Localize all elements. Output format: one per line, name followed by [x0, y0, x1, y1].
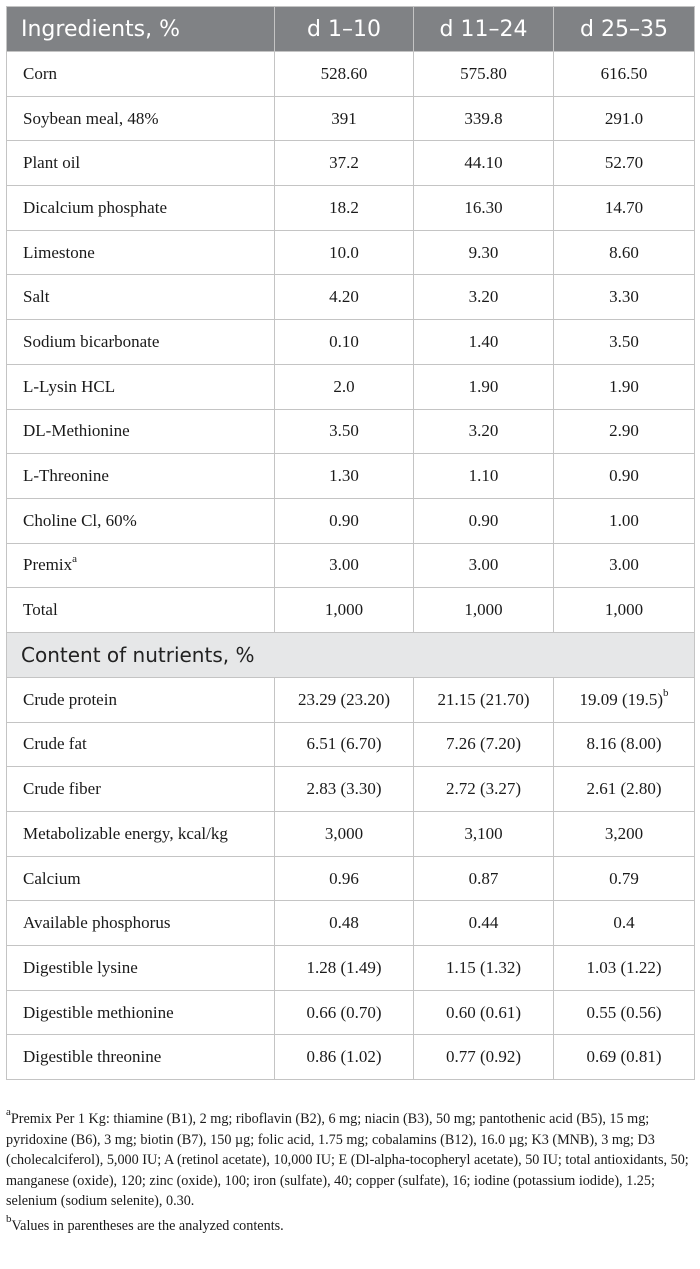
table-row: [7, 677, 695, 722]
cell-value: 37.2: [329, 153, 359, 173]
cell-value: 3,000: [324, 823, 364, 843]
row-label-cell: [7, 498, 275, 543]
value-cell: [554, 186, 695, 231]
value-cell: [275, 543, 414, 588]
table-body: [7, 52, 695, 1080]
value-cell: [414, 498, 554, 543]
row-label: Salt: [23, 287, 50, 307]
cell-value: 0.79: [609, 868, 639, 888]
value-cell: [275, 812, 414, 857]
cell-value: 528.60: [320, 63, 368, 83]
value-cell: [275, 409, 414, 454]
row-label: Dicalcium phosphate: [23, 197, 167, 217]
table-row: [7, 498, 695, 543]
cell-value: 0.90: [609, 466, 639, 486]
cell-value: 616.50: [600, 63, 648, 83]
cell-value: 1,000: [324, 600, 364, 620]
row-label: Corn: [23, 63, 57, 83]
cell-value: 0.96: [329, 868, 359, 888]
cell-value: 1.15 (1.32): [445, 957, 522, 977]
value-cell: [414, 990, 554, 1035]
value-cell: [275, 588, 414, 633]
cell-value: 339.8: [464, 108, 503, 128]
footnote-marker: b: [663, 687, 669, 700]
value-cell: [554, 812, 695, 857]
cell-value: 0.66 (0.70): [306, 1002, 382, 1022]
value-cell: [554, 677, 695, 722]
cell-value: 575.80: [460, 63, 507, 83]
table-row: [7, 722, 695, 767]
row-label: Calcium: [23, 868, 81, 888]
cell-value: 9.30: [468, 242, 499, 262]
cell-value: 0.86 (1.02): [306, 1047, 382, 1067]
cell-value: 10.0: [329, 242, 359, 262]
value-cell: [554, 52, 695, 97]
value-cell: [554, 588, 695, 633]
table-row: [7, 767, 695, 812]
value-cell: [554, 230, 695, 275]
row-label-cell: [7, 409, 275, 454]
row-label-cell: [7, 275, 275, 320]
cell-value: 1.40: [468, 331, 499, 351]
value-cell: [414, 96, 554, 141]
value-cell: [414, 856, 554, 901]
cell-value: 3,200: [604, 823, 644, 843]
value-cell: [414, 946, 554, 991]
cell-value: 3.30: [609, 287, 639, 307]
header-period-1: d 1–10: [275, 7, 414, 52]
cell-value: 52.70: [604, 153, 644, 173]
row-label: Choline Cl, 60%: [23, 510, 137, 530]
value-cell: [554, 409, 695, 454]
cell-value: 1,000: [464, 600, 503, 620]
cell-value: 2.0: [333, 376, 355, 396]
table-row: [7, 186, 695, 231]
cell-value: 0.4: [613, 913, 635, 933]
value-cell: [414, 141, 554, 186]
row-label-cell: [7, 230, 275, 275]
table-row: [7, 990, 695, 1035]
value-cell: [554, 96, 695, 141]
row-label-cell: [7, 543, 275, 588]
cell-value: 1.00: [609, 510, 639, 530]
value-cell: [414, 186, 554, 231]
table-row: [7, 454, 695, 499]
row-label-cell: [7, 677, 275, 722]
row-label: L-Lysin HCL: [23, 376, 116, 396]
cell-value: 291.0: [604, 108, 644, 128]
row-label: Premix: [23, 555, 73, 575]
value-cell: [275, 275, 414, 320]
row-label-cell: [7, 186, 275, 231]
cell-value: 1.10: [468, 466, 499, 486]
cell-value: 4.20: [329, 287, 359, 307]
cell-value: 3,100: [464, 823, 503, 843]
value-cell: [554, 320, 695, 365]
header-period-2: d 11–24: [414, 7, 554, 52]
value-cell: [414, 767, 554, 812]
value-cell: [554, 856, 695, 901]
cell-value: 2.83 (3.30): [306, 779, 382, 799]
cell-value: 0.69 (0.81): [586, 1047, 662, 1067]
row-label-cell: [7, 767, 275, 812]
cell-value: 8.16 (8.00): [586, 734, 662, 754]
table-row: [7, 96, 695, 141]
footnote-b: [6, 1212, 692, 1237]
row-label: DL-Methionine: [23, 421, 130, 441]
value-cell: [414, 722, 554, 767]
row-label: Sodium bicarbonate: [23, 331, 160, 351]
value-cell: [275, 901, 414, 946]
cell-value: 0.90: [468, 510, 499, 530]
row-label-cell: [7, 722, 275, 767]
value-cell: [275, 1035, 414, 1080]
value-cell: [275, 990, 414, 1035]
value-cell: [414, 409, 554, 454]
value-cell: [275, 767, 414, 812]
value-cell: [275, 498, 414, 543]
cell-value: 2.61 (2.80): [586, 779, 662, 799]
row-label: Metabolizable energy, kcal/kg: [23, 823, 228, 843]
value-cell: [554, 141, 695, 186]
value-cell: [414, 677, 554, 722]
value-cell: [554, 275, 695, 320]
value-cell: [414, 901, 554, 946]
row-label-cell: [7, 141, 275, 186]
value-cell: [554, 946, 695, 991]
cell-value: 6.51 (6.70): [306, 734, 382, 754]
value-cell: [554, 767, 695, 812]
value-cell: [554, 543, 695, 588]
diet-composition-table: [6, 6, 695, 1080]
row-label-cell: [7, 588, 275, 633]
cell-value: 1,000: [604, 600, 644, 620]
cell-value: 0.48: [329, 913, 359, 933]
value-cell: [275, 141, 414, 186]
table-row: [7, 812, 695, 857]
value-cell: [275, 454, 414, 499]
cell-value: 3.50: [329, 421, 359, 441]
footnotes: [6, 1105, 692, 1236]
value-cell: [275, 364, 414, 409]
table-row: [7, 141, 695, 186]
row-label: Digestible methionine: [23, 1002, 174, 1022]
cell-value: 0.55 (0.56): [586, 1002, 662, 1022]
row-label: L-Threonine: [23, 466, 109, 486]
value-cell: [554, 990, 695, 1035]
cell-value: 19.09 (19.5): [579, 689, 664, 709]
header-period-3: d 25–35: [554, 7, 695, 52]
footnote-a-text: Premix Per 1 Kg: thiamine (B1), 2 mg; riboflavin (B2), 6 mg; niacin (B3), 50 mg; pantothenic acid (B5), 15 mg; pyridoxine (B6), 3 mg; biotin (B7), 150 µg; folic acid, 1.75 mg; cobalamins (B12), 16.0 µg; K3 (MNB), 3 mg; D3 (cholecalciferol), 5,000 IU; A (retinol acetate), 10,000 IU; E (Dl-alpha-tocopheryl acetate), 50 IU; total antioxidants, 50; manganese (oxide), 120; zinc (oxide), 100; iron (sulfate), 40; copper (sulfate), 16; iodine (potassium iodide), 1.25; selenium (sodium selenite), 0.30.: [6, 1111, 689, 1209]
cell-value: 3.00: [329, 555, 359, 575]
row-label-cell: [7, 990, 275, 1035]
value-cell: [275, 96, 414, 141]
cell-value: 1.30: [329, 466, 359, 486]
cell-value: 0.60 (0.61): [445, 1002, 522, 1022]
diet-composition-table-container: [6, 6, 694, 1080]
value-cell: [275, 677, 414, 722]
footnote-a-mark: a: [6, 1106, 11, 1119]
cell-value: 1.03 (1.22): [586, 957, 662, 977]
row-label-cell: [7, 812, 275, 857]
header-row: [7, 7, 695, 52]
value-cell: [414, 364, 554, 409]
value-cell: [554, 498, 695, 543]
value-cell: [275, 856, 414, 901]
cell-value: 8.60: [609, 242, 639, 262]
value-cell: [275, 946, 414, 991]
row-label: Total: [23, 600, 58, 620]
row-label: Crude fiber: [23, 779, 101, 799]
value-cell: [275, 320, 414, 365]
row-label: Digestible lysine: [23, 957, 138, 977]
section-row-nutrients: [7, 632, 695, 677]
value-cell: [414, 812, 554, 857]
cell-value: 1.90: [468, 376, 499, 396]
value-cell: [414, 543, 554, 588]
value-cell: [414, 320, 554, 365]
value-cell: [414, 454, 554, 499]
value-cell: [275, 230, 414, 275]
table-row: [7, 364, 695, 409]
table-row: [7, 543, 695, 588]
cell-value: 44.10: [464, 153, 503, 173]
value-cell: [275, 722, 414, 767]
row-label-cell: [7, 946, 275, 991]
value-cell: [414, 588, 554, 633]
value-cell: [414, 230, 554, 275]
cell-value: 3.00: [468, 555, 499, 575]
table-row: [7, 588, 695, 633]
footnote-b-text: Values in parentheses are the analyzed contents.: [11, 1217, 284, 1234]
row-label-cell: [7, 454, 275, 499]
cell-value: 0.10: [329, 331, 359, 351]
table-row: [7, 856, 695, 901]
row-label: Soybean meal, 48%: [23, 108, 159, 128]
cell-value: 16.30: [464, 197, 503, 217]
row-label: Crude protein: [23, 689, 117, 709]
value-cell: [554, 901, 695, 946]
row-label: Crude fat: [23, 734, 87, 754]
row-label: Plant oil: [23, 153, 81, 173]
cell-value: 0.44: [468, 913, 499, 933]
cell-value: 1.28 (1.49): [306, 957, 382, 977]
cell-value: 3.20: [468, 287, 499, 307]
cell-value: 18.2: [329, 197, 359, 217]
row-label: Available phosphorus: [23, 913, 171, 933]
row-label: Digestible threonine: [23, 1047, 162, 1067]
cell-value: 23.29 (23.20): [297, 689, 391, 709]
row-label-cell: [7, 320, 275, 365]
cell-value: 3.50: [609, 331, 639, 351]
cell-value: 7.26 (7.20): [445, 734, 522, 754]
footnote-b-mark: b: [6, 1212, 12, 1225]
cell-value: 2.90: [609, 421, 639, 441]
row-label: Limestone: [23, 242, 95, 262]
value-cell: [275, 186, 414, 231]
table-row: [7, 320, 695, 365]
table-row: [7, 275, 695, 320]
cell-value: 0.90: [329, 510, 359, 530]
header-ingredients: Ingredients, %: [7, 7, 275, 52]
row-label-cell: [7, 364, 275, 409]
table-row: [7, 901, 695, 946]
value-cell: [414, 275, 554, 320]
cell-value: 3.00: [609, 555, 639, 575]
row-label-cell: [7, 96, 275, 141]
cell-value: 0.87: [468, 868, 499, 888]
cell-value: 14.70: [604, 197, 644, 217]
footnote-marker: a: [72, 552, 77, 565]
value-cell: [275, 52, 414, 97]
row-label-cell: [7, 1035, 275, 1080]
value-cell: [414, 1035, 554, 1080]
cell-value: 3.20: [468, 421, 499, 441]
table-row: [7, 946, 695, 991]
row-label-cell: [7, 52, 275, 97]
row-label-cell: [7, 901, 275, 946]
value-cell: [554, 364, 695, 409]
table-row: [7, 52, 695, 97]
table-row: [7, 230, 695, 275]
cell-value: 391: [331, 108, 357, 128]
value-cell: [554, 722, 695, 767]
row-label-cell: [7, 856, 275, 901]
table-row: [7, 1035, 695, 1080]
cell-value: 1.90: [609, 376, 639, 396]
value-cell: [414, 52, 554, 97]
section-title: Content of nutrients, %: [7, 632, 695, 677]
value-cell: [554, 1035, 695, 1080]
cell-value: 21.15 (21.70): [437, 689, 530, 709]
cell-value: 0.77 (0.92): [445, 1047, 522, 1067]
table-row: [7, 409, 695, 454]
footnote-a: [6, 1106, 692, 1212]
cell-value: 2.72 (3.27): [445, 779, 522, 799]
value-cell: [554, 454, 695, 499]
